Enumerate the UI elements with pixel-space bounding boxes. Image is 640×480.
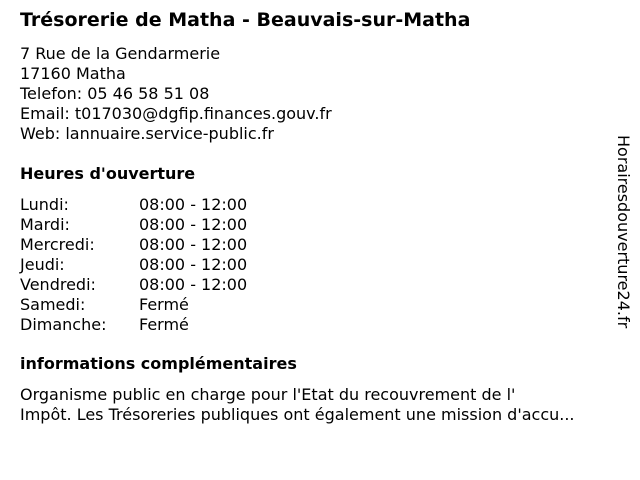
day-hours: 08:00 - 12:00 [139, 275, 248, 294]
web-line: Web: lannuaire.service-public.fr [20, 124, 274, 143]
day-label: Mardi: [20, 215, 70, 234]
day-hours: 08:00 - 12:00 [139, 235, 248, 254]
day-label: Samedi: [20, 295, 86, 314]
day-label: Dimanche: [20, 315, 107, 334]
day-hours: 08:00 - 12:00 [139, 195, 248, 214]
day-label: Lundi: [20, 195, 69, 214]
opening-hours-heading: Heures d'ouverture [20, 164, 196, 183]
day-hours: 08:00 - 12:00 [139, 255, 248, 274]
day-label: Mercredi: [20, 235, 95, 254]
day-hours: Fermé [139, 315, 189, 334]
address-city: 17160 Matha [20, 64, 126, 83]
day-hours: Fermé [139, 295, 189, 314]
day-label: Vendredi: [20, 275, 96, 294]
email-line: Email: t017030@dgfip.finances.gouv.fr [20, 104, 332, 123]
address-street: 7 Rue de la Gendarmerie [20, 44, 221, 63]
phone-line: Telefon: 05 46 58 51 08 [20, 84, 210, 103]
info-line: Organisme public en charge pour l'Etat du recouvrement de l' [20, 385, 516, 404]
additional-info-text [20, 385, 632, 425]
day-label: Jeudi: [20, 255, 65, 274]
site-brand-watermark: Horairesdouverture24.fr [614, 135, 633, 329]
page-title: Trésorerie de Matha - Beauvais-sur-Matha [20, 9, 471, 31]
address-block [20, 44, 332, 144]
day-hours: 08:00 - 12:00 [139, 215, 248, 234]
additional-info-heading: informations complémentaires [20, 354, 297, 373]
info-line: Impôt. Les Trésoreries publiques ont également une mission d'accu... [20, 405, 575, 424]
